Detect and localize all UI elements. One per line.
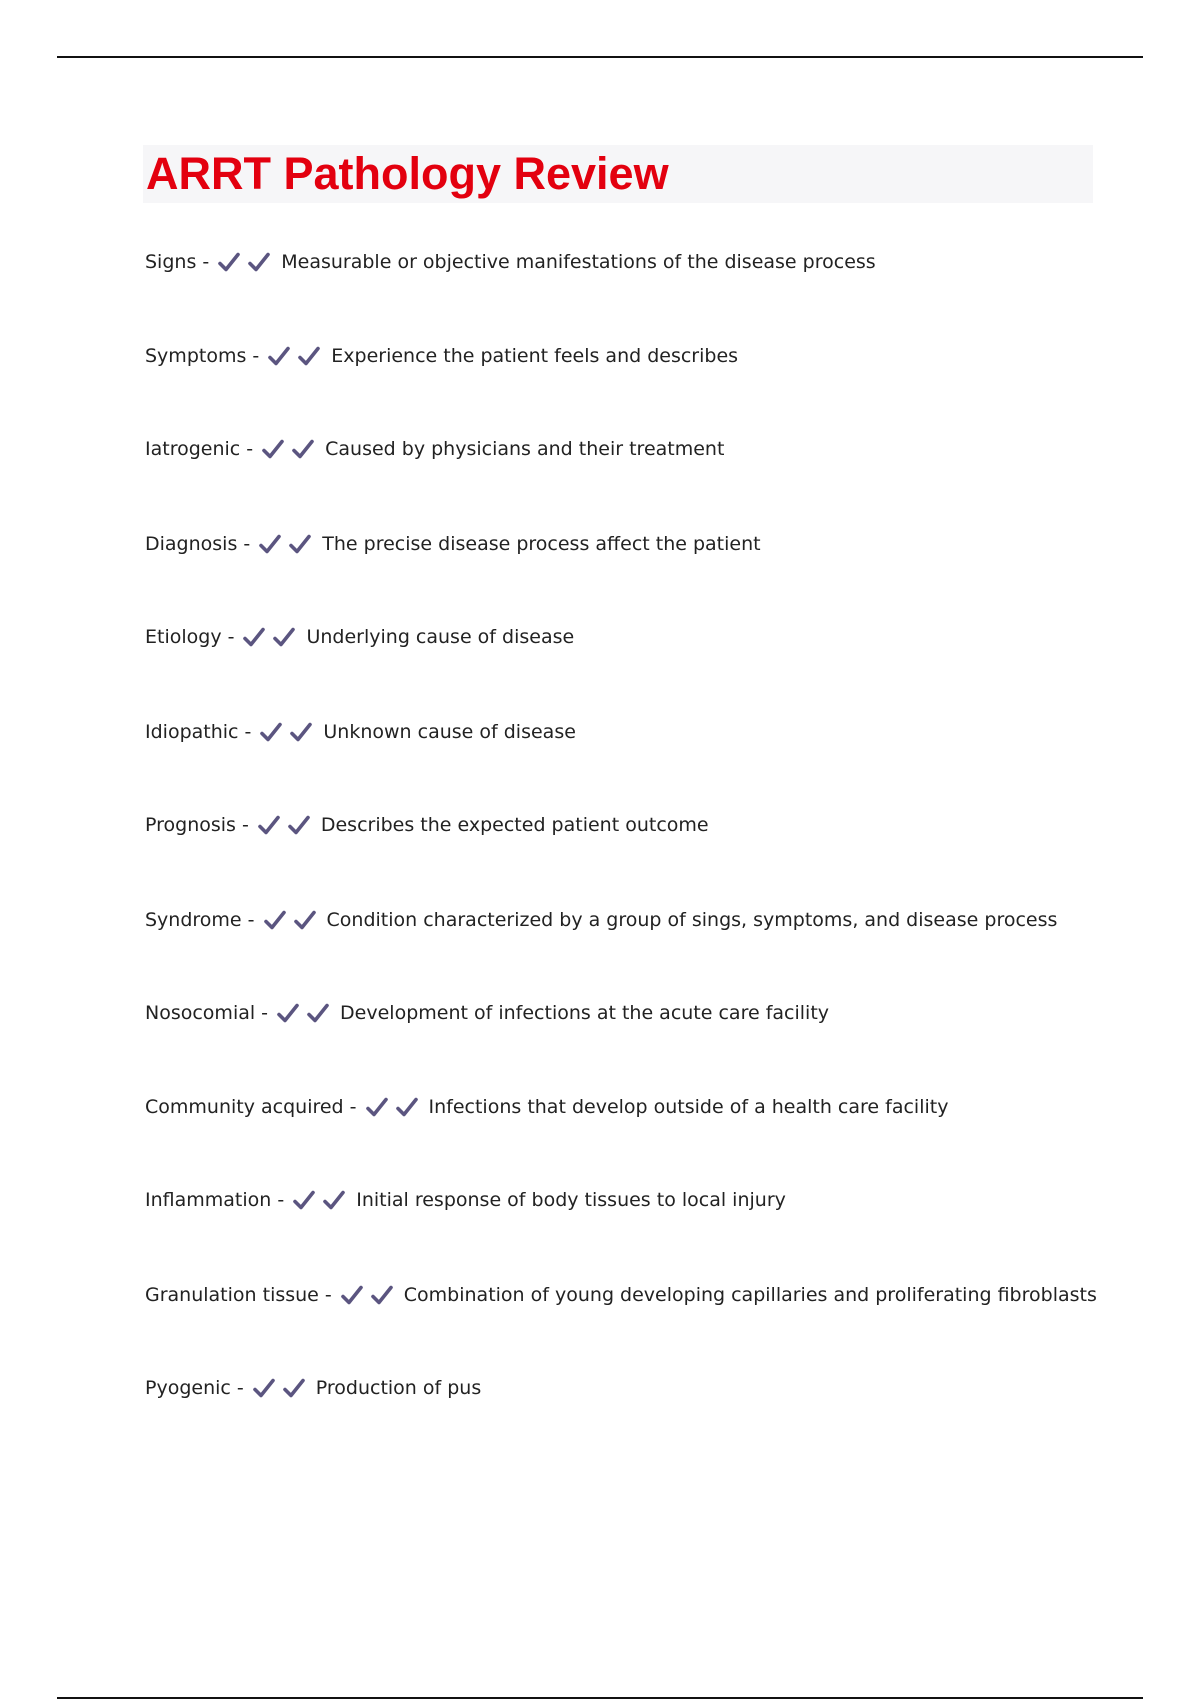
check-icon [267, 344, 291, 368]
check-icon [217, 250, 241, 274]
definition: Describes the expected patient outcome [320, 814, 709, 836]
term: Syndrome - [145, 909, 255, 931]
list-item [145, 717, 576, 747]
list-item [145, 1280, 1097, 1310]
definition: Infections that develop outside of a health care facility [428, 1096, 949, 1118]
definition: Caused by physicians and their treatment [325, 438, 725, 460]
check-marks [267, 344, 327, 368]
check-marks [261, 437, 321, 461]
list-item [145, 905, 1057, 935]
check-marks [340, 1283, 400, 1307]
check-icon [370, 1283, 394, 1307]
check-icon [365, 1095, 389, 1119]
definition: Measurable or objective manifestations of the disease process [281, 251, 876, 273]
term: Etiology - [145, 626, 235, 648]
check-icon [263, 908, 287, 932]
list-item [145, 1373, 481, 1403]
definition: Development of infections at the acute care facility [340, 1002, 830, 1024]
term: Symptoms - [145, 345, 260, 367]
check-icon [282, 1376, 306, 1400]
list-item [145, 998, 829, 1028]
list-item [145, 810, 709, 840]
check-icon [257, 813, 281, 837]
list-item [145, 341, 738, 371]
definition: Production of pus [315, 1377, 482, 1399]
bottom-rule [57, 1697, 1143, 1699]
definition: Combination of young developing capillaries and proliferating fibroblasts [403, 1284, 1097, 1306]
term: Diagnosis - [145, 533, 251, 555]
check-icon [287, 813, 311, 837]
term: Inflammation - [145, 1189, 285, 1211]
check-icon [395, 1095, 419, 1119]
check-marks [252, 1376, 312, 1400]
list-item [145, 434, 724, 464]
term: Pyogenic - [145, 1377, 244, 1399]
check-icon [293, 908, 317, 932]
check-icon [289, 720, 313, 744]
check-marks [263, 908, 323, 932]
check-icon [261, 437, 285, 461]
check-marks [292, 1188, 352, 1212]
check-icon [258, 532, 282, 556]
definition: Initial response of body tissues to local injury [356, 1189, 786, 1211]
definition: Unknown cause of disease [323, 721, 576, 743]
check-icon [259, 720, 283, 744]
check-icon [272, 625, 296, 649]
check-marks [365, 1095, 425, 1119]
top-rule [57, 56, 1143, 58]
definition: Condition characterized by a group of sings, symptoms, and disease process [326, 909, 1058, 931]
definition: Experience the patient feels and describes [331, 345, 739, 367]
check-icon [297, 344, 321, 368]
term: Signs - [145, 251, 210, 273]
check-icon [247, 250, 271, 274]
check-icon [322, 1188, 346, 1212]
term: Community acquired - [145, 1096, 357, 1118]
check-icon [340, 1283, 364, 1307]
check-marks [242, 625, 302, 649]
check-icon [276, 1001, 300, 1025]
check-marks [259, 720, 319, 744]
check-marks [257, 813, 317, 837]
definition: The precise disease process affect the patient [322, 533, 761, 555]
check-icon [306, 1001, 330, 1025]
check-marks [276, 1001, 336, 1025]
term: Prognosis - [145, 814, 249, 836]
check-icon [291, 437, 315, 461]
term: Iatrogenic - [145, 438, 254, 460]
check-marks [258, 532, 318, 556]
list-item [145, 1185, 786, 1215]
page-title: ARRT Pathology Review [146, 148, 669, 199]
definition: Underlying cause of disease [306, 626, 575, 648]
term: Granulation tissue - [145, 1284, 332, 1306]
list-item [145, 1092, 948, 1122]
check-icon [252, 1376, 276, 1400]
check-icon [288, 532, 312, 556]
list-item [145, 622, 574, 652]
check-marks [217, 250, 277, 274]
term: Idiopathic - [145, 721, 252, 743]
list-item [145, 529, 761, 559]
check-icon [292, 1188, 316, 1212]
check-icon [242, 625, 266, 649]
term: Nosocomial - [145, 1002, 269, 1024]
list-item [145, 247, 876, 277]
